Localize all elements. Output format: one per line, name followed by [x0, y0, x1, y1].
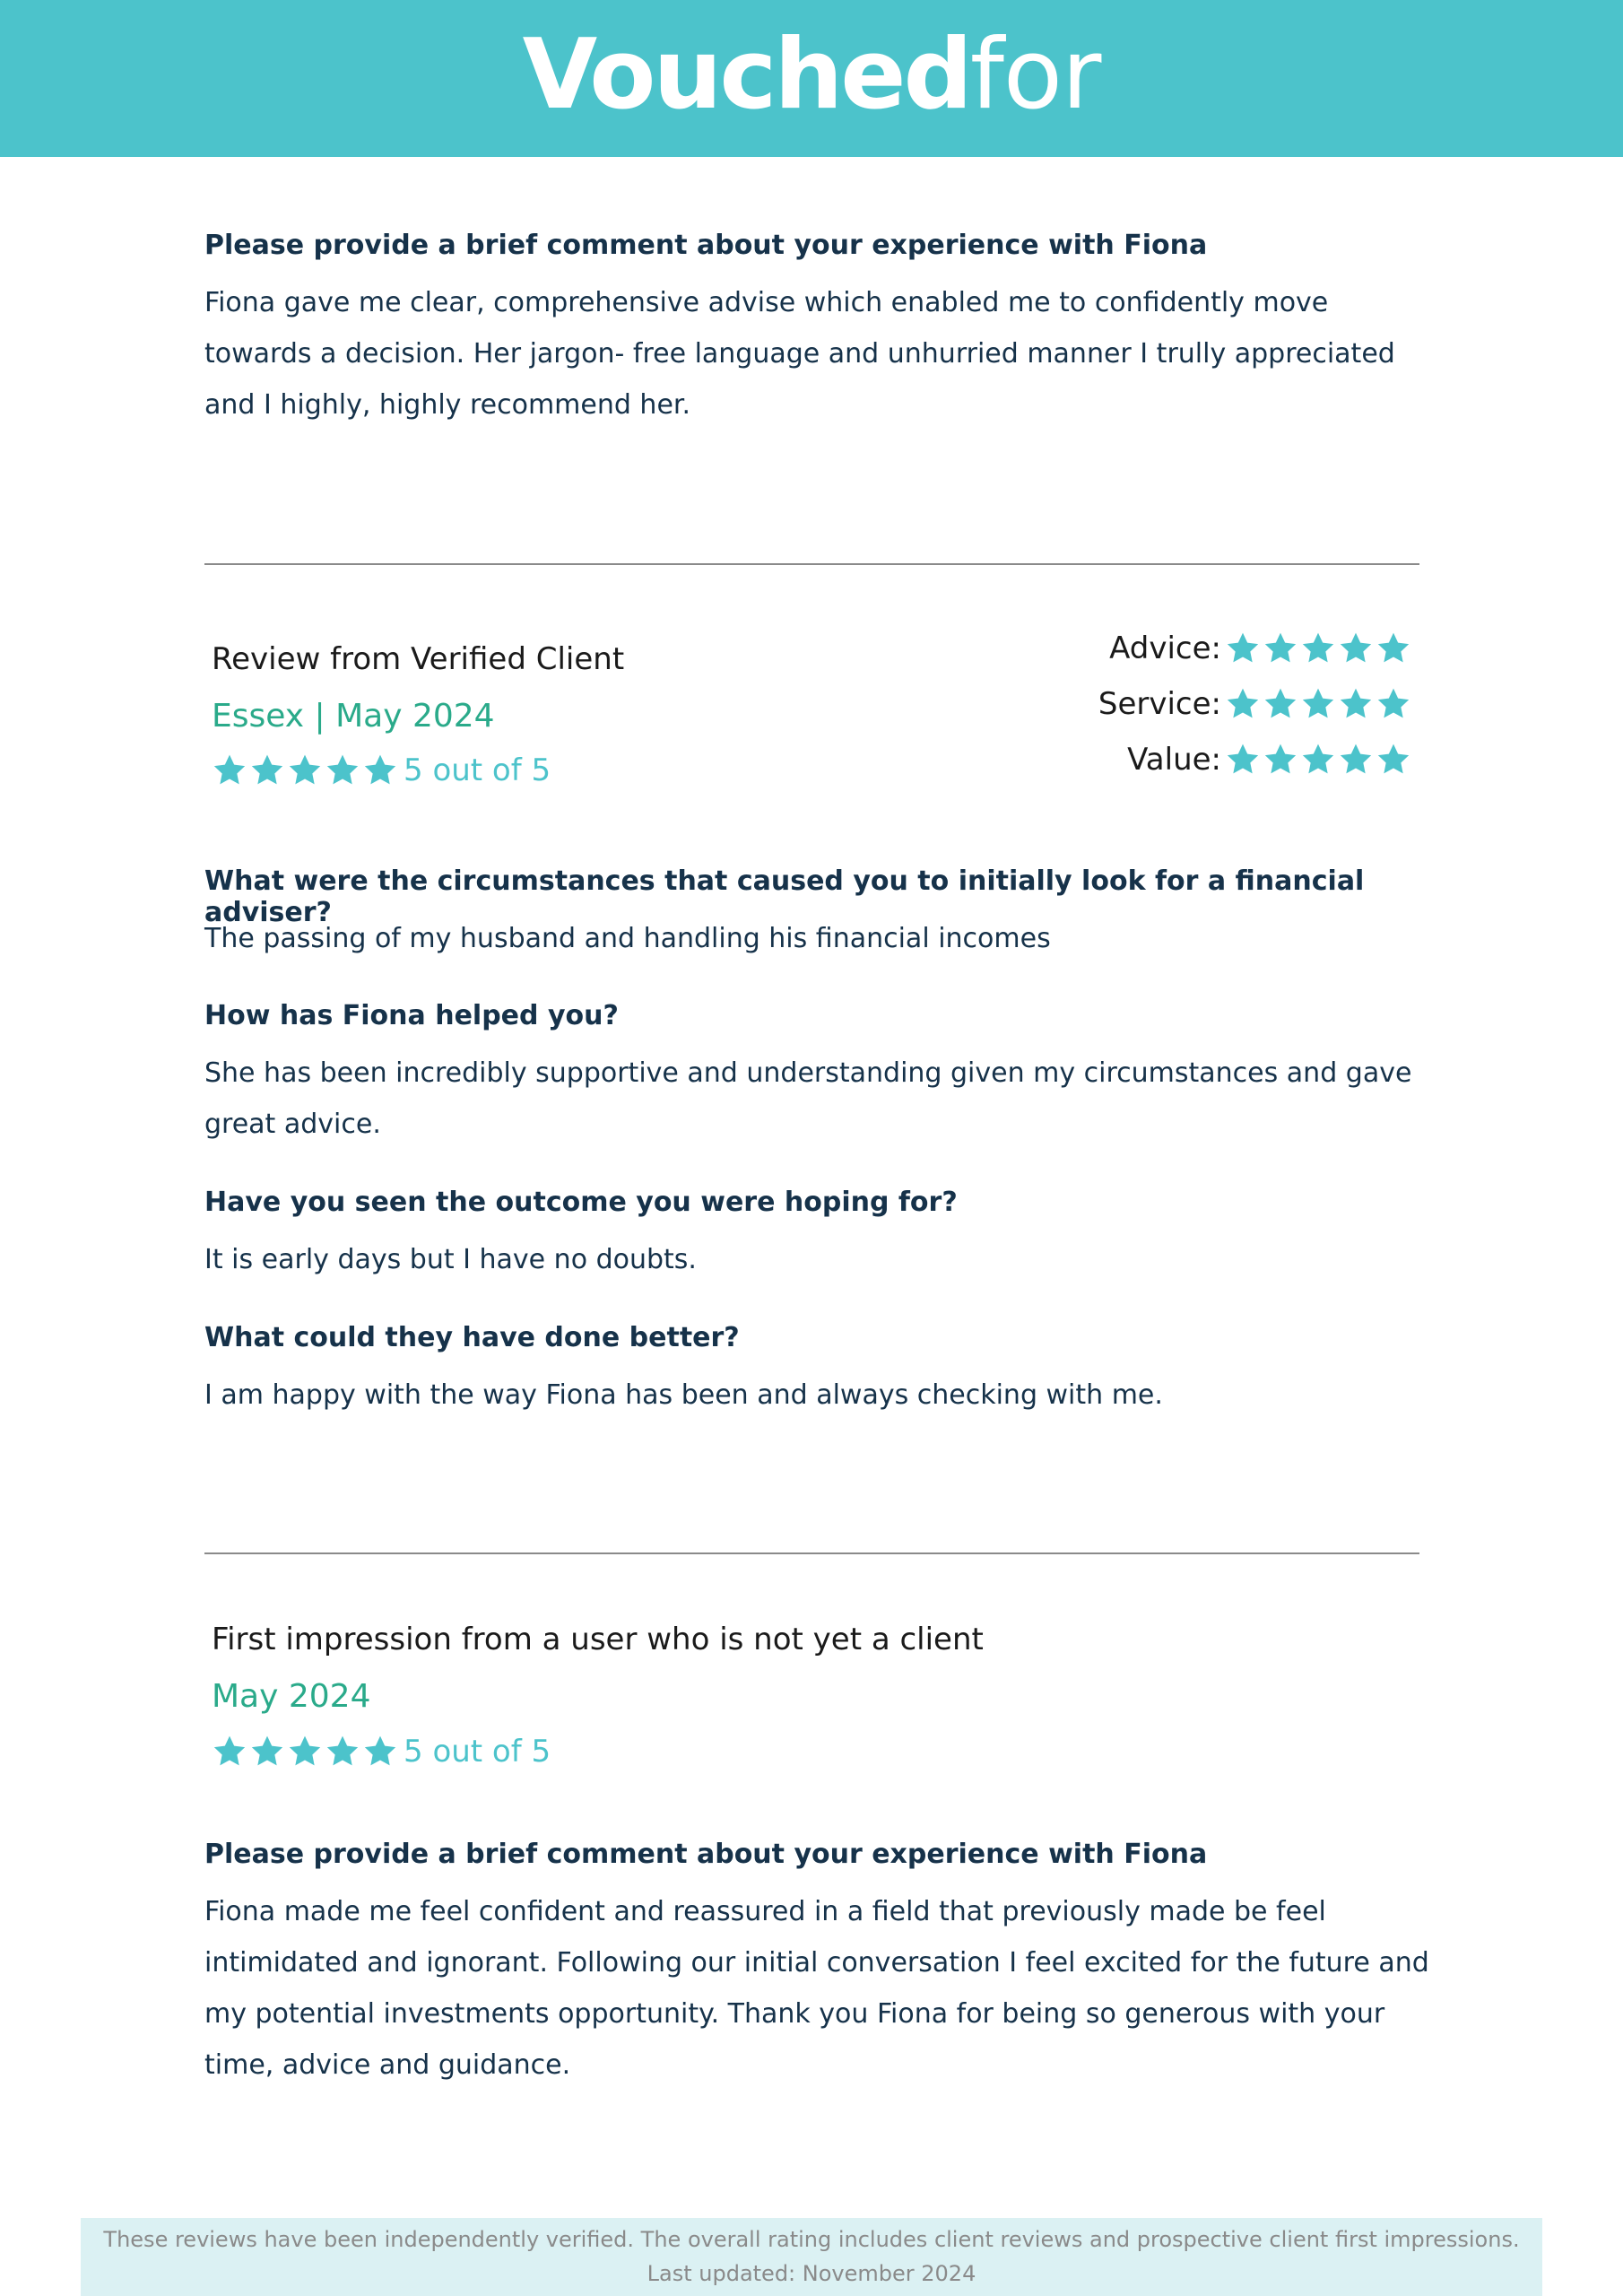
review-meta: Essex | May 2024 — [212, 698, 495, 735]
advice-stars — [1225, 631, 1413, 666]
question-better: What could they have done better? — [204, 1322, 740, 1353]
rating-value-label: Value: — [1127, 742, 1221, 778]
star-icon — [1338, 742, 1374, 778]
comment-answer: Fiona made me feel confident and reassured in a field that previously made be feel intimidated and ignorant. Following our initial conversation I feel excited for the future and my potential investments opportunity. Thank you Fiona for being so generous with your time, advice and guidance. — [204, 1896, 1429, 2081]
star-icon — [1225, 742, 1261, 778]
review-title: Review from Verified Client — [212, 641, 625, 677]
star-icon — [325, 1734, 360, 1770]
star-icon — [362, 752, 398, 788]
brand-header — [0, 0, 1623, 157]
star-icon — [1263, 742, 1298, 778]
star-icon — [1300, 631, 1336, 666]
overall-stars — [212, 1734, 400, 1770]
answer-better: I am happy with the way Fiona has been and always checking with me. — [204, 1379, 1163, 1411]
star-icon — [249, 1734, 285, 1770]
rating-service — [1098, 686, 1413, 722]
star-icon — [1225, 631, 1261, 666]
star-icon — [1376, 686, 1411, 722]
star-icon — [1300, 686, 1336, 722]
star-icon — [1376, 631, 1411, 666]
star-icon — [1338, 686, 1374, 722]
star-icon — [287, 752, 323, 788]
logo-light: for — [969, 18, 1101, 131]
overall-rating — [212, 1734, 551, 1770]
star-icon — [1338, 631, 1374, 666]
answer-outcome: It is early days but I have no doubts. — [204, 1244, 697, 1275]
overall-rating-text: 5 out of 5 — [404, 1734, 551, 1770]
star-icon — [249, 752, 285, 788]
question-helped: How has Fiona helped you? — [204, 1000, 619, 1031]
comment-question: Please provide a brief comment about your experience with Fiona — [204, 230, 1208, 261]
question-circumstances: What were the circumstances that caused you to initially look for a financial adviser? — [204, 865, 1365, 928]
star-icon — [1263, 631, 1298, 666]
answer-circumstances: The passing of my husband and handling his financial incomes — [204, 923, 1051, 954]
rating-service-label: Service: — [1098, 686, 1221, 722]
review-meta: May 2024 — [212, 1678, 371, 1715]
star-icon — [325, 752, 360, 788]
rating-advice-label: Advice: — [1109, 631, 1221, 666]
answer-helped: She has been incredibly supportive and understanding given my circumstances and gave great advice. — [204, 1057, 1412, 1140]
comment-answer: Fiona gave me clear, comprehensive advise which enabled me to confidently move towards a decision. Her jargon- free language and unhurried manner I trully appreciated and I highly, highly recommend her. — [204, 287, 1395, 421]
star-icon — [212, 752, 247, 788]
verification-footer — [81, 2218, 1542, 2296]
divider — [204, 563, 1419, 565]
footer-text: These reviews have been independently verified. The overall rating includes client reviews and prospective client first impressions. Last updated: November 2024 — [103, 2227, 1520, 2286]
overall-rating — [212, 752, 551, 788]
star-icon — [1376, 742, 1411, 778]
comment-question: Please provide a brief comment about your experience with Fiona — [204, 1839, 1208, 1870]
vouchedfor-logo[interactable] — [522, 18, 1101, 131]
star-icon — [362, 1734, 398, 1770]
rating-value — [1127, 742, 1413, 778]
divider — [204, 1552, 1419, 1554]
question-outcome: Have you seen the outcome you were hoping for? — [204, 1187, 958, 1218]
service-stars — [1225, 686, 1413, 722]
star-icon — [212, 1734, 247, 1770]
overall-rating-text: 5 out of 5 — [404, 752, 551, 788]
logo-bold: Vouched — [522, 18, 970, 131]
star-icon — [1225, 686, 1261, 722]
review-title: First impression from a user who is not yet a client — [212, 1622, 984, 1657]
star-icon — [1263, 686, 1298, 722]
star-icon — [287, 1734, 323, 1770]
star-icon — [1300, 742, 1336, 778]
value-stars — [1225, 742, 1413, 778]
overall-stars — [212, 752, 400, 788]
rating-advice — [1109, 631, 1413, 666]
